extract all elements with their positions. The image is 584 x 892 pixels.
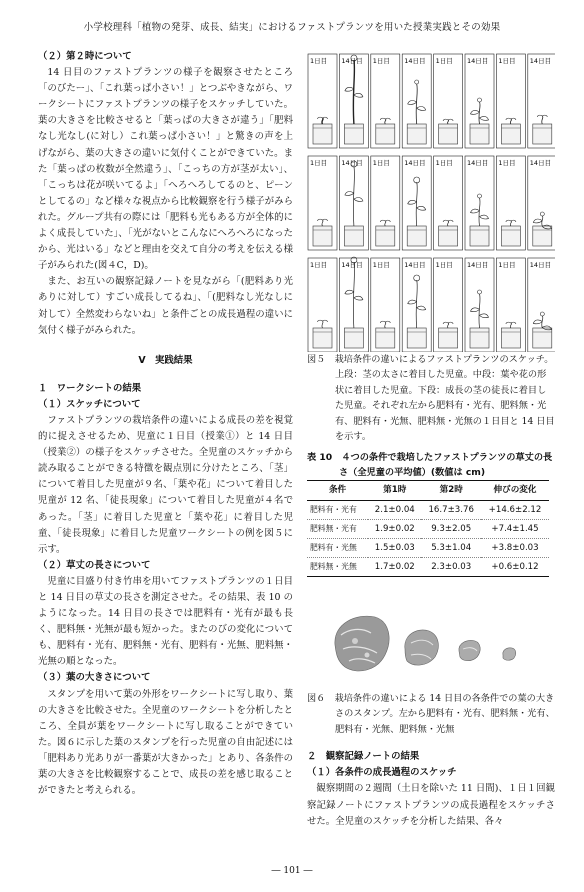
section-heading-results: Ⅴ 実践結果 [138,354,193,366]
table-cell: +0.6±0.12 [481,557,549,576]
sketch-day-label: 1日目 [435,57,453,65]
table-row [307,538,549,557]
leaf-stamp-no-fertilizer-light [405,630,439,665]
sketch-cell [371,258,400,352]
sketch-cell [528,156,555,250]
subsection-heading-notebook: ２ 観察記録ノートの結果 [307,751,420,763]
table-row [307,500,549,519]
table-row [307,519,549,538]
sketch-day-label: 1日目 [310,57,328,65]
figure6-caption-text: 栽培条件の違いによる 14 日目の各条件での葉の大きさのスタンプ。左から肥料有・光有、肥料無・光有、肥料有・光無、肥料無・光無 [334,693,555,735]
table-cell: 肥料有・光有 [307,500,368,519]
leaf-stamp-no-fertilizer-no-light [503,648,516,660]
sketch-cell [308,156,337,250]
sketch-day-label: 14日目 [529,261,552,269]
table10-header: 条件 [307,481,368,500]
right-column-upper [307,352,555,577]
subsection-heading-worksheet: １ ワークシートの結果 [38,382,142,394]
sketch-day-label: 1日目 [372,261,390,269]
sketch-cell [339,257,368,352]
sketch-cell [339,156,368,250]
sketch-day-label: 1日目 [498,159,516,167]
figure5-caption [307,352,555,444]
table-cell: 2.3±0.03 [421,557,481,576]
paragraph-process: 観察期間の２週間（土日を除いた 11 日間)、１日１回観察記録ノートにファストプランツの成長過程をスケッチさせた。全児童のスケッチを分析した結果、各々 [307,783,555,827]
sketch-cell [465,54,494,148]
sketch-cell [402,54,431,148]
sketch-cell [465,258,494,352]
section-heading-session2: （２）第２時について [38,51,132,62]
sketch-day-label: 1日目 [310,159,328,167]
table-cell: 2.1±0.04 [368,500,421,519]
paragraph-leaf: スタンプを用いて葉の外形をワークシートに写し取り、葉の大きさを比較させた。全児童のワークシートを分析したところ、全員が葉をワークシートに写し取ることができていた。図６に示した葉のスタンプを行った児童の自由記述には「肥料あり光ありが一番葉が大きかった」とあり、各条件の葉の大きさを比較観察することで、成長の差を感じ取ることができたと考えられる。 [38,688,293,797]
table-cell: 1.7±0.02 [368,557,421,576]
table10-header: 伸びの変化 [481,481,549,500]
table10-caption [307,450,555,480]
sketch-day-label: 1日目 [372,159,390,167]
sketch-cell [496,258,525,352]
sketch-cell [339,54,368,148]
paragraph-session2b: また、お互いの観察記録ノートを見ながら「(肥料あり光ありに対して）すごい成長してるね」、「(肥料なし光なしに対して）全然変わらないね」と条件ごとの成長過程の違いに気付く様子がみられた。 [38,276,293,336]
sketch-day-label: 1日目 [310,261,328,269]
sketch-day-label: 14日目 [467,57,489,65]
subsection-heading-sketch: （１）スケッチについて [38,398,141,410]
table10-caption-text: ４つの条件で栽培したファストプランツの草丈の長さ（全児童の平均値）(数値は cm) [339,452,553,479]
table10-header-row [307,481,549,500]
sketch-cell [528,54,555,148]
table-cell: 9.3±2.05 [421,519,481,538]
figure6-caption [307,691,555,737]
sketch-day-label: 14日目 [341,159,363,167]
table-cell: +14.6±2.12 [481,500,549,519]
table-cell: 肥料無・光無 [307,557,368,576]
table-cell: +3.8±0.03 [481,538,549,557]
subsection-heading-length: （２）草丈の長さについて [38,559,151,571]
paragraph-length: 児童に目盛り付き竹串を用いてファストプランツの１日目と 14 日目の草丈の長さを測定させた。その結果、表 10 のようになった。14 日目の長さでは肥料有・光有が最も長く、肥料無・光無が最も短かった。またのびの変化についても、肥料有・光有、肥料無・光有、肥料有・光無、肥料無・光無の順となった。 [38,575,293,668]
table-row [307,557,549,576]
paragraph-sketch: ファストプランツの栽培条件の違いによる成長の差を視覚的に捉えさせるため、児童に１日目（授業①）と 14 日目（授業②）の様子をスケッチさせた。全児童のスケッチから読み取ることができる特徴を観点別に分けたところ、「茎」について着目した児童が９名、「葉や花」について着目した児童が 12 名、「徒長現象」について着目した児童が４名であった。「茎」に着目した児童と「葉や花」に着目した児童、「徒長現象」に着目した児童ワークシートの例を図５に示す。 [38,414,293,555]
sketch-cell [434,258,463,352]
table-cell: +7.4±1.45 [481,519,549,538]
figure6-leaf-stamps [327,605,532,687]
sketch-day-label: 14日目 [529,159,552,167]
sketch-cell [528,258,555,352]
leaf-stamp-fertilizer-no-light [459,640,480,660]
page-number: ― 101 ― [271,866,313,876]
sketch-day-label: 14日目 [529,57,552,65]
left-column [38,49,293,799]
figure5-caption-text: 栽培条件の違いによるファストプランツのスケッチ。上段：茎の太さに着目した児童。中段：葉や花の形状に着目した児童。下段：成長の茎の徒長に着目した児童。それぞれ左から肥料有・光有、肥料無・光有、肥料有・光無、肥料無・光無の１日目と 14 日目を示す。 [334,354,555,443]
table10-label: 表 10 [307,452,333,464]
sketch-day-label: 1日目 [435,159,453,167]
sketch-day-label: 1日目 [372,57,390,65]
sketch-cell [371,54,400,148]
figure6-caption-label: 図６ [307,693,326,704]
table-cell: 肥料有・光無 [307,538,368,557]
figure5-sketches [307,52,555,352]
sketch-cell [434,54,463,148]
sketch-day-label: 1日目 [498,57,516,65]
table-cell: 1.5±0.03 [368,538,421,557]
sketch-day-label: 14日目 [404,57,426,65]
table-cell: 1.9±0.02 [368,519,421,538]
sketch-cell [402,156,431,250]
subsection-heading-leaf: （３）葉の大きさについて [38,672,151,684]
table10 [307,480,549,576]
paragraph-session2: 14 日目のファストプランツの様子を観察させたところ「のびたー」、「これ葉っぱ小さい！」とつぶやきながら、ワークシートにファストプランツの様子をスケッチしていた。葉の大きさを比較させると「葉っぱの大きさが違う」「肥料なし光なし(に対し）これ葉っぱ小さい！」と驚きの声を上げながら、葉の大きさの違いに気付くことができていた。また「葉っぱの枚数が全然違う」、「こっちの方が茎が太い」、「こっちは花が咲いてるよ」「へろへろしてるのと、ピーンとしてるの」など様々な視点から比較観察を行う様子がみられた。グループ共有の際には「肥料も光もある方が全体的によく成長していた」、「光がないとこんなにへろへろになったから、光はいる」などと理由を交えて自分の考えを伝える様子がみられた(図４C，D)。 [38,67,293,272]
table-cell: 肥料無・光有 [307,519,368,538]
sketch-cell [308,258,337,352]
table10-header: 第1時 [368,481,421,500]
sketch-day-label: 14日目 [467,261,489,269]
sketch-cell [308,54,337,148]
sketch-day-label: 1日目 [498,261,516,269]
running-head: 小学校理科「植物の発芽、成長、結実」におけるファストプランツを用いた授業実践とその効果 [83,22,501,33]
sketch-cell [465,156,494,250]
sketch-day-label: 14日目 [404,261,426,269]
sketch-day-label: 1日目 [435,261,453,269]
sketch-cell [402,258,431,352]
sketch-day-label: 14日目 [341,261,363,269]
sketch-day-label: 14日目 [341,57,363,65]
sketch-day-label: 14日目 [467,159,489,167]
sketch-cell [434,156,463,250]
right-column-lower [307,691,555,830]
subsection-heading-process: （１）各条件の成長過程のスケッチ [307,767,457,779]
sketch-cell [371,156,400,250]
sketch-day-label: 14日目 [404,159,426,167]
table-cell: 16.7±3.76 [421,500,481,519]
figure5-caption-label: 図５ [307,354,326,365]
table10-header: 第2時 [421,481,481,500]
leaf-stamp-fertilizer-light [335,616,389,671]
sketch-cell [496,54,525,148]
sketch-cell [496,156,525,250]
table-cell: 5.3±1.04 [421,538,481,557]
